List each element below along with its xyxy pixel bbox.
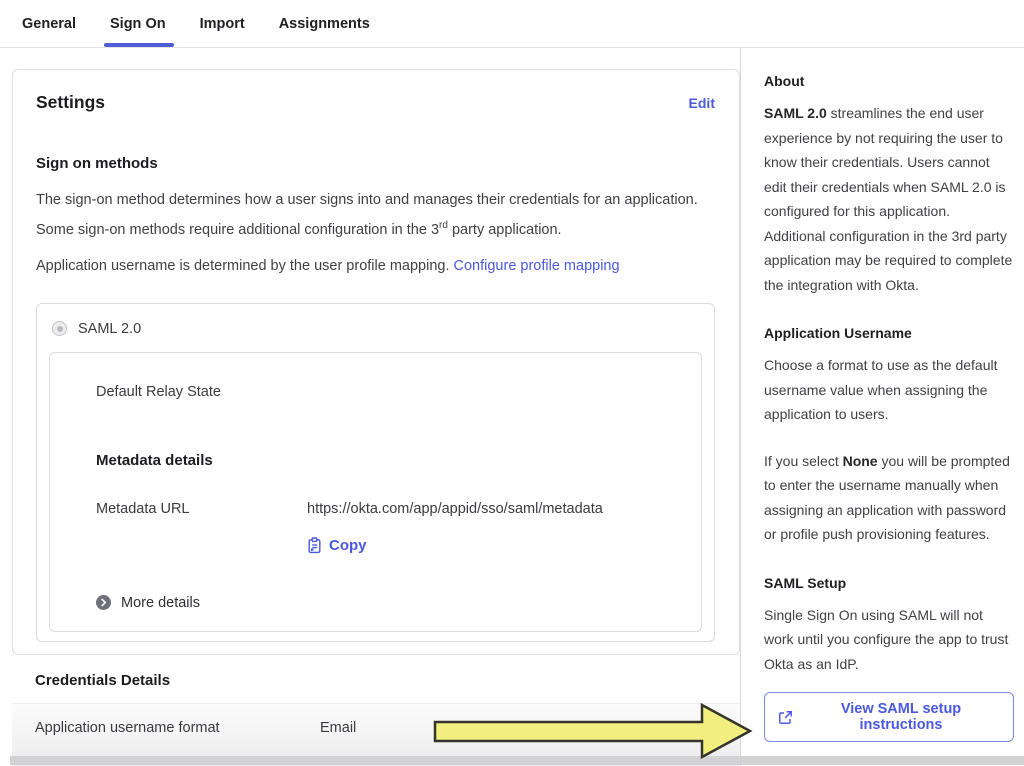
help-sidebar [741, 48, 1024, 766]
tab-assignments[interactable] [279, 0, 370, 47]
ordinal-superscript: rd [439, 220, 448, 231]
about-text-bold: SAML 2.0 [764, 105, 827, 121]
settings-card-header [36, 92, 715, 113]
application-username-p2 [764, 449, 1014, 547]
application-username-p2-pre: If you select [764, 452, 843, 469]
tab-bar [0, 0, 1024, 48]
metadata-url-label: Metadata URL [96, 500, 190, 517]
copy-button[interactable] [307, 537, 367, 554]
main-column [0, 48, 741, 766]
saml-radio-row [49, 318, 702, 337]
tab-import[interactable] [200, 0, 245, 47]
username-mapping-text: Application username is determined by the user profile mapping. [36, 257, 454, 274]
saml-radio-button[interactable] [52, 321, 67, 336]
application-username-p1: Choose a format to use as the default username value when assigning the application to users. [764, 357, 998, 422]
about-heading: About [764, 73, 805, 89]
tab-import-label: Import [199, 15, 245, 32]
metadata-details-heading: Metadata details [96, 451, 213, 469]
saml-setup-heading: SAML Setup [764, 574, 847, 591]
sign-on-description-text: The sign-on method determines how a user signs into and manages their credentials for an application. Some sign-on methods require additional configuration in the 3 [36, 192, 698, 238]
saml-details-box [49, 352, 702, 632]
application-username-format-value: Email [320, 719, 357, 736]
clipboard-copy-icon [307, 537, 322, 554]
sign-on-description-text-end: party application. [447, 221, 562, 238]
application-username-p2-bold: None [842, 452, 878, 469]
external-link-icon [778, 710, 793, 725]
tab-assignments-label: Assignments [278, 15, 370, 32]
view-saml-setup-instructions-button[interactable] [764, 692, 1014, 742]
bottom-clipped-row [10, 756, 1024, 765]
settings-card [12, 69, 740, 655]
saml-setup-text: Single Sign On using SAML will not work until you configure the app to trust Okta as an IdP. [764, 606, 1009, 672]
saml-method-box [36, 303, 715, 642]
about-text [764, 101, 1014, 297]
sign-on-description [36, 187, 704, 243]
copy-button-label: Copy [329, 536, 367, 554]
sign-on-methods-heading: Sign on methods [36, 155, 158, 172]
tab-general-label: General [22, 15, 76, 32]
application-username-format-label: Application username format [35, 719, 220, 736]
active-tab-indicator [104, 43, 174, 47]
tab-sign-on[interactable] [110, 0, 166, 47]
settings-title: Settings [36, 92, 106, 112]
saml-radio-label: SAML 2.0 [78, 320, 142, 337]
credentials-details-heading: Credentials Details [35, 671, 171, 689]
metadata-url-row [96, 501, 681, 517]
more-details-label: More details [121, 594, 200, 611]
username-mapping-description [36, 253, 704, 279]
application-username-p2-post: you will be prompted to enter the username manually when assigning an application with password or profile push provisioning features. [764, 452, 1010, 542]
chevron-right-circle-icon [96, 595, 111, 610]
tab-general[interactable] [22, 0, 76, 47]
edit-button[interactable]: Edit [688, 94, 715, 111]
metadata-url-value: https://okta.com/app/appid/sso/saml/metadata [307, 500, 603, 517]
about-text-body: streamlines the end user experience by not requiring the user to know their credentials. Users cannot edit their credentials when SAML 2.0 is configured for this application. Additional configuration in the 3rd party application may be required to complete the integration with Okta. [764, 105, 1013, 293]
application-username-heading: Application Username [764, 325, 912, 341]
tab-sign-on-label: Sign On [110, 15, 166, 32]
configure-profile-mapping-link[interactable]: Configure profile mapping [453, 257, 620, 274]
default-relay-state-label: Default Relay State [96, 383, 221, 400]
view-saml-setup-instructions-label: View SAML setup instructions [840, 701, 962, 733]
more-details-toggle[interactable] [96, 595, 681, 611]
